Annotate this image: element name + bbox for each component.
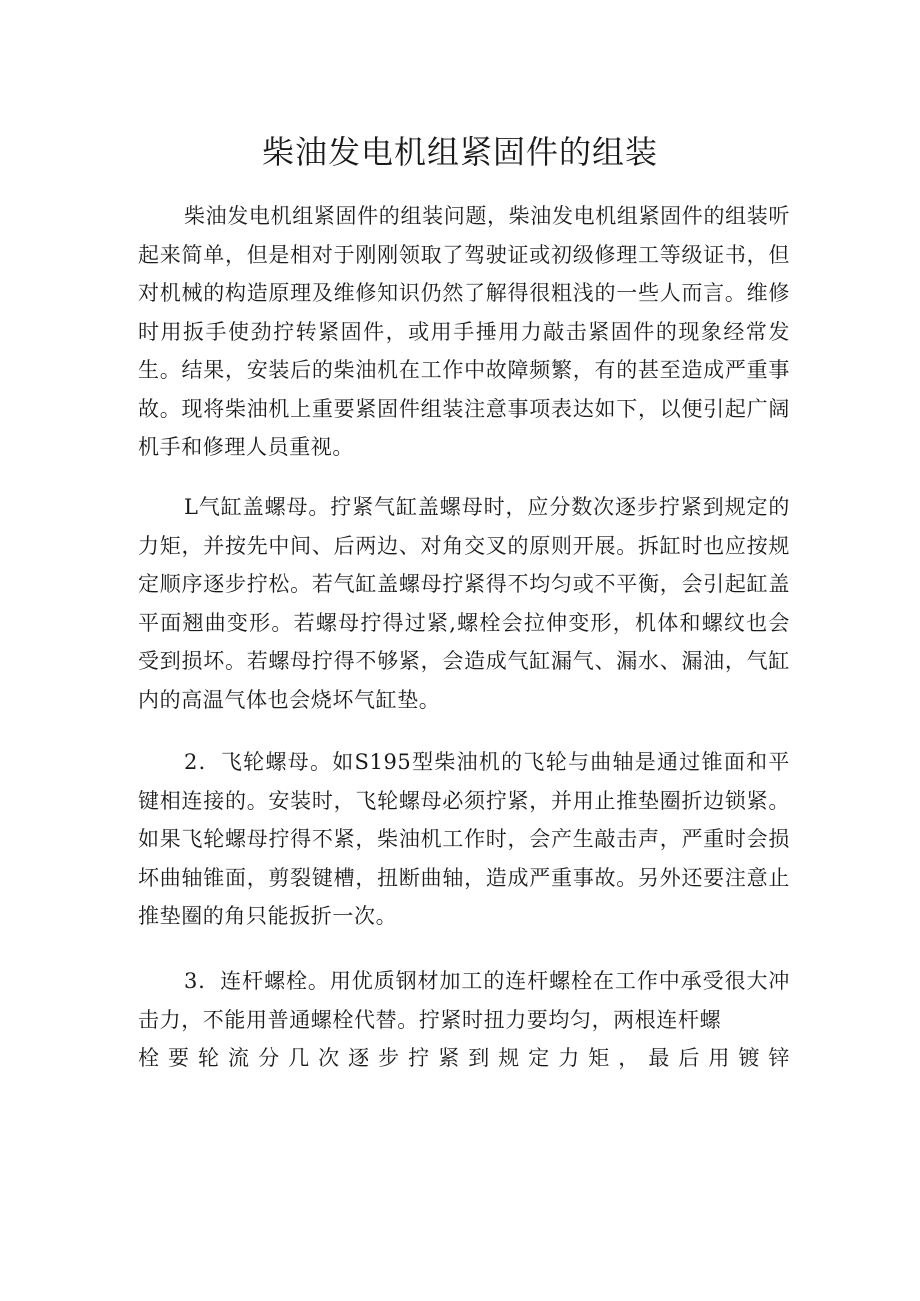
paragraph-intro: 柴油发电机组紧固件的组装问题，柴油发电机组紧固件的组装听起来简单，但是相对于刚刚领取了驾驶证或初级修理工等级证书，但对机械的构造原理及维修知识仍然了解得很粗浅的一些人而言。维修时用扳手使劲拧转紧固件，或用手捶用力敲击紧固件的现象经常发生。结果，安装后的柴油机在工作中故障频繁，有的甚至造成严重事故。现将柴油机上重要紧固件组装注意事项表达如下，以便引起广阔机手和修理人员重视。	[138, 204, 790, 459]
paragraph-cylinder-head-nut: L气缸盖螺母。拧紧气缸盖螺母时，应分数次逐步拧紧到规定的力矩，并按先中间、后两边、对角交叉的原则开展。拆缸时也应按规定顺序逐步拧松。若气缸盖螺母拧紧得不均匀或不平衡，会引起缸盖平面翘曲变形。若螺母拧得过紧,螺栓会拉伸变形，机体和螺纹也会受到损坏。若螺母拧得不够紧，会造成气缸漏气、漏水、漏油，气缸内的高温气体也会烧坏气缸垫。	[138, 495, 790, 712]
paragraph-connecting-rod-bolt-last-line: 栓要轮流分几次逐步拧紧到规定力矩，最后用镀锌	[138, 1046, 790, 1070]
paragraph-connecting-rod-bolt	[138, 962, 790, 1078]
paragraph-flywheel-nut: 2．飞轮螺母。如S195型柴油机的飞轮与曲轴是通过锥面和平键相连接的。安装时，飞轮螺母必须拧紧，并用止推垫圈折边锁紧。如果飞轮螺母拧得不紧，柴油机工作时，会产生敲击声，严重时会损坏曲轴锥面，剪裂键槽，扭断曲轴，造成严重事故。另外还要注意止推垫圈的角只能扳折一次。	[138, 750, 790, 928]
paragraph-connecting-rod-bolt-text: 3．连杆螺栓。用优质钢材加工的连杆螺栓在工作中承受很大冲击力，不能用普通螺栓代替。拧紧时扭力要均匀，两根连杆螺	[138, 969, 790, 1032]
document-title: 柴油发电机组紧固件的组装	[261, 133, 658, 171]
